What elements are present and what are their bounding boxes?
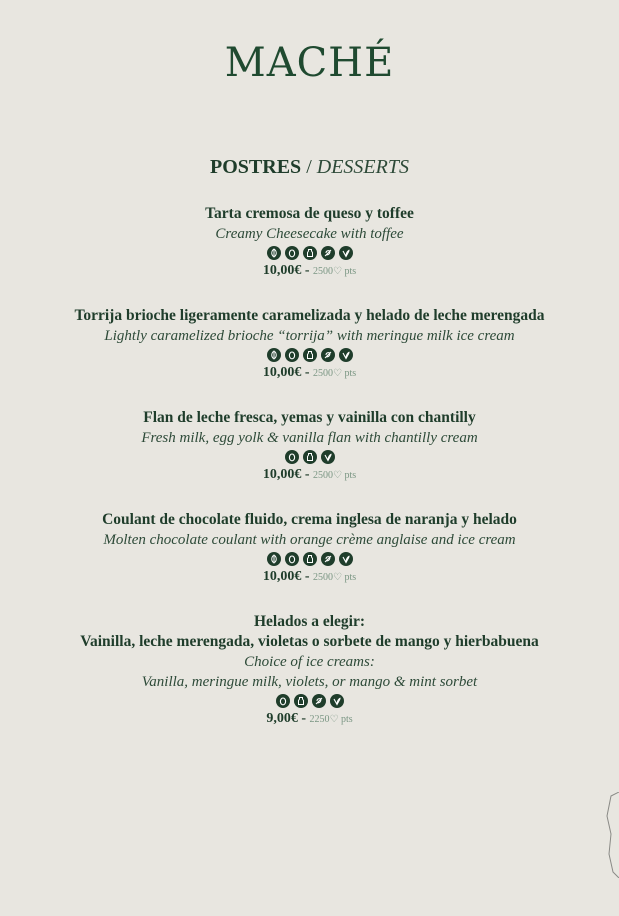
menu-item-cheesecake: [0, 204, 619, 282]
item-price: [0, 261, 619, 282]
section-title-es: POSTRES: [210, 156, 302, 178]
menu-item-helados: [0, 612, 619, 730]
milk-icon: [294, 694, 308, 708]
nuts-icon: [321, 348, 335, 362]
gluten-icon: [267, 348, 281, 362]
points-icon: ♡: [333, 266, 342, 277]
egg-icon: [285, 552, 299, 566]
page-curl-decoration: [605, 792, 619, 878]
egg-icon: [276, 694, 290, 708]
price-amount: 10,00€: [262, 365, 302, 380]
points-icon: ♡: [333, 572, 342, 583]
price-points: [313, 266, 356, 277]
price-amount: 10,00€: [262, 569, 302, 584]
allergen-icons: [0, 348, 619, 362]
menu-item-coulant: [0, 510, 619, 588]
milk-icon: [303, 348, 317, 362]
points-unit: pts: [344, 266, 357, 277]
gluten-icon: [267, 246, 281, 260]
price-points: [313, 470, 356, 481]
egg-icon: [285, 450, 299, 464]
price-dash: -: [304, 365, 310, 380]
egg-icon: [285, 348, 299, 362]
allergen-icons: [0, 246, 619, 260]
item-name: Coulant de chocolate fluido, crema inglesa de naranja y helado: [102, 511, 517, 528]
item-description: Creamy Cheesecake with toffee: [215, 226, 404, 242]
item-description: Lightly caramelized brioche “torrija” with meringue milk ice cream: [104, 328, 515, 344]
points-icon: ♡: [333, 368, 342, 379]
restaurant-logo: MACHÉ: [224, 40, 395, 86]
price-points: [313, 572, 356, 583]
milk-icon: [303, 552, 317, 566]
item-price: [0, 363, 619, 384]
section-title-separator: /: [306, 156, 312, 178]
points-value: 2500: [313, 572, 334, 583]
item-description: Fresh milk, egg yolk & vanilla flan with chantilly cream: [141, 430, 478, 446]
nuts-icon: [321, 246, 335, 260]
item-description-flavours: Vanilla, meringue milk, violets, or mango & mint sorbet: [141, 674, 478, 690]
price-amount: 9,00€: [266, 711, 298, 726]
menu-item-flan: [0, 408, 619, 486]
points-value: 2250: [309, 714, 330, 725]
item-name: Helados a elegir:: [253, 613, 366, 630]
item-description: Choice of ice creams:: [244, 654, 375, 670]
points-value: 2500: [313, 368, 334, 379]
points-unit: pts: [344, 368, 357, 379]
item-price: [0, 709, 619, 730]
section-title: [0, 156, 619, 179]
vegetarian-icon: [321, 450, 335, 464]
allergen-icons: [0, 694, 619, 708]
nuts-icon: [312, 694, 326, 708]
points-unit: pts: [340, 714, 353, 725]
section-title-en: DESSERTS: [316, 156, 409, 178]
vegetarian-icon: [339, 552, 353, 566]
item-price: [0, 465, 619, 486]
milk-icon: [303, 246, 317, 260]
price-dash: -: [304, 569, 310, 584]
vegetarian-icon: [339, 246, 353, 260]
item-price: [0, 567, 619, 588]
price-dash: -: [301, 711, 307, 726]
points-value: 2500: [313, 470, 334, 481]
menu-item-torrija: [0, 306, 619, 384]
allergen-icons: [0, 552, 619, 566]
price-amount: 10,00€: [262, 263, 302, 278]
gluten-icon: [267, 552, 281, 566]
allergen-icons: [0, 450, 619, 464]
milk-icon: [303, 450, 317, 464]
vegetarian-icon: [339, 348, 353, 362]
points-unit: pts: [344, 572, 357, 583]
nuts-icon: [321, 552, 335, 566]
price-amount: 10,00€: [262, 467, 302, 482]
points-unit: pts: [344, 470, 357, 481]
egg-icon: [285, 246, 299, 260]
item-name: Tarta cremosa de queso y toffee: [205, 205, 414, 222]
item-name: Flan de leche fresca, yemas y vainilla con chantilly: [143, 409, 476, 426]
points-value: 2500: [313, 266, 334, 277]
price-points: [313, 368, 356, 379]
price-dash: -: [304, 467, 310, 482]
item-name: Torrija brioche ligeramente caramelizada y helado de leche merengada: [74, 307, 545, 324]
points-icon: ♡: [333, 470, 342, 481]
points-icon: ♡: [329, 714, 339, 725]
price-points: [310, 714, 353, 725]
price-dash: -: [304, 263, 310, 278]
item-description: Molten chocolate coulant with orange crème anglaise and ice cream: [103, 532, 516, 548]
item-name-flavours: Vainilla, leche merengada, violetas o sorbete de mango y hierbabuena: [80, 633, 539, 650]
vegetarian-icon: [330, 694, 344, 708]
